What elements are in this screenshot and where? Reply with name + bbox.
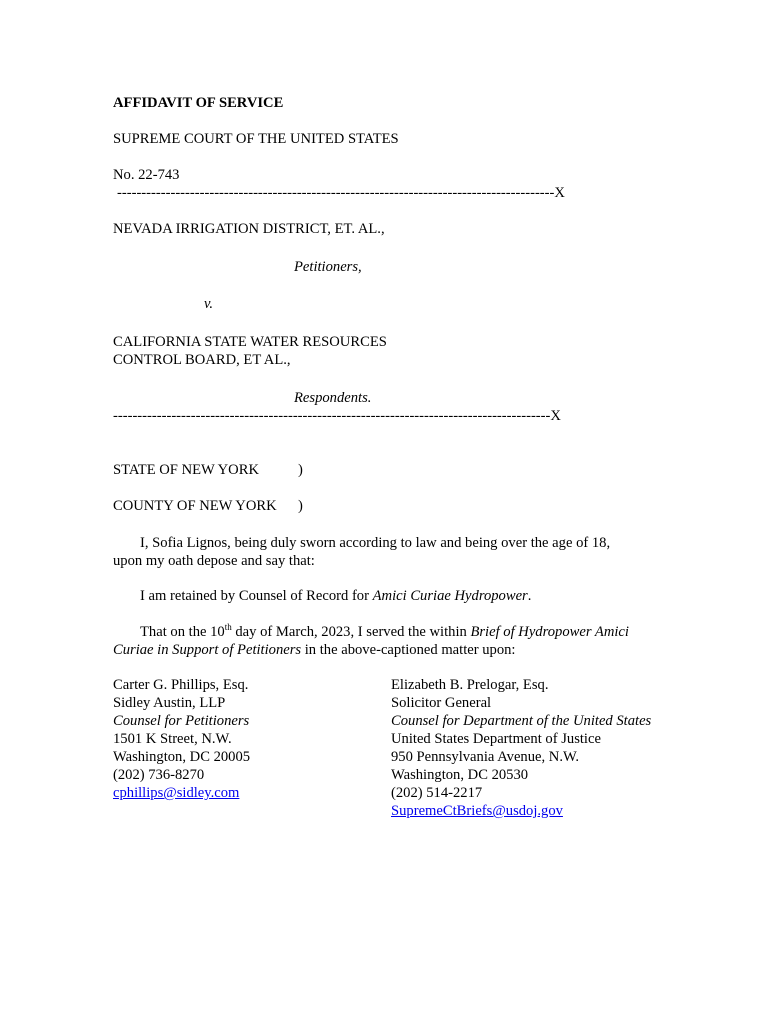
retention-end: . <box>527 588 532 604</box>
versus-label: v. <box>204 296 214 312</box>
recipient-title: Solicitor General <box>391 695 492 711</box>
brief-title-part2: Curiae in Support of Petitioners <box>113 642 302 658</box>
recipient-name: Carter G. Phillips, Esq. <box>113 677 249 693</box>
service-paragraph-line1 <box>140 623 629 641</box>
recipient-email-link[interactable]: cphillips@sidley.com <box>113 785 240 801</box>
respondent-name-line2: CONTROL BOARD, ET AL., <box>113 352 291 368</box>
recipient-firm: Sidley Austin, LLP <box>113 695 226 711</box>
venue-state: STATE OF NEW YORK <box>113 462 259 478</box>
court-name: SUPREME COURT OF THE UNITED STATES <box>113 131 399 147</box>
respondent-role: Respondents. <box>294 390 372 406</box>
retention-paragraph <box>140 587 531 605</box>
recipient-street: 1501 K Street, N.W. <box>113 731 232 747</box>
recipient-email-link[interactable]: SupremeCtBriefs@usdoj.gov <box>391 803 563 819</box>
service-text-2: day of March, 2023, I served the within <box>231 624 471 640</box>
recipient-org: United States Department of Justice <box>391 731 601 747</box>
service-paragraph-line2 <box>113 641 515 659</box>
recipient-street: 950 Pennsylvania Avenue, N.W. <box>391 749 580 765</box>
recipient-phone: (202) 736-8270 <box>113 767 205 783</box>
separator-bottom: ------------------------------------------------------------------------------------------X <box>113 408 561 424</box>
petitioner-role: Petitioners, <box>294 259 362 275</box>
recipient-role: Counsel for Department of the United States <box>391 713 652 729</box>
recipient-city: Washington, DC 20005 <box>113 749 251 765</box>
service-text-1: That on the 10 <box>140 624 225 640</box>
recipient-role: Counsel for Petitioners <box>113 713 250 729</box>
service-text-3: in the above-captioned matter upon: <box>301 642 516 658</box>
brief-title-part1: Brief of Hydropower Amici <box>470 624 629 640</box>
respondent-name-line1: CALIFORNIA STATE WATER RESOURCES <box>113 334 387 350</box>
service-recipient-left <box>113 676 250 802</box>
oath-paragraph-line2: upon my oath depose and say that: <box>113 553 315 569</box>
recipient-city: Washington, DC 20530 <box>391 767 529 783</box>
separator-top: ------------------------------------------------------------------------------------------X <box>117 185 565 201</box>
petitioner-name: NEVADA IRRIGATION DISTRICT, ET. AL., <box>113 221 385 237</box>
retention-text: I am retained by Counsel of Record for <box>140 588 373 604</box>
recipient-phone: (202) 514-2217 <box>391 785 483 801</box>
retention-client: Amici Curiae Hydropower <box>372 588 528 604</box>
case-number: No. 22-743 <box>113 167 180 183</box>
service-recipient-right <box>391 676 651 820</box>
document-heading: AFFIDAVIT OF SERVICE <box>113 95 284 111</box>
oath-paragraph-line1: I, Sofia Lignos, being duly sworn according to law and being over the age of 18, <box>140 535 611 551</box>
venue-county: COUNTY OF NEW YORK <box>113 498 277 514</box>
venue-county-paren: ) <box>298 498 303 514</box>
recipient-name: Elizabeth B. Prelogar, Esq. <box>391 677 549 693</box>
venue-state-paren: ) <box>298 462 303 478</box>
service-ordinal: th <box>224 622 232 633</box>
